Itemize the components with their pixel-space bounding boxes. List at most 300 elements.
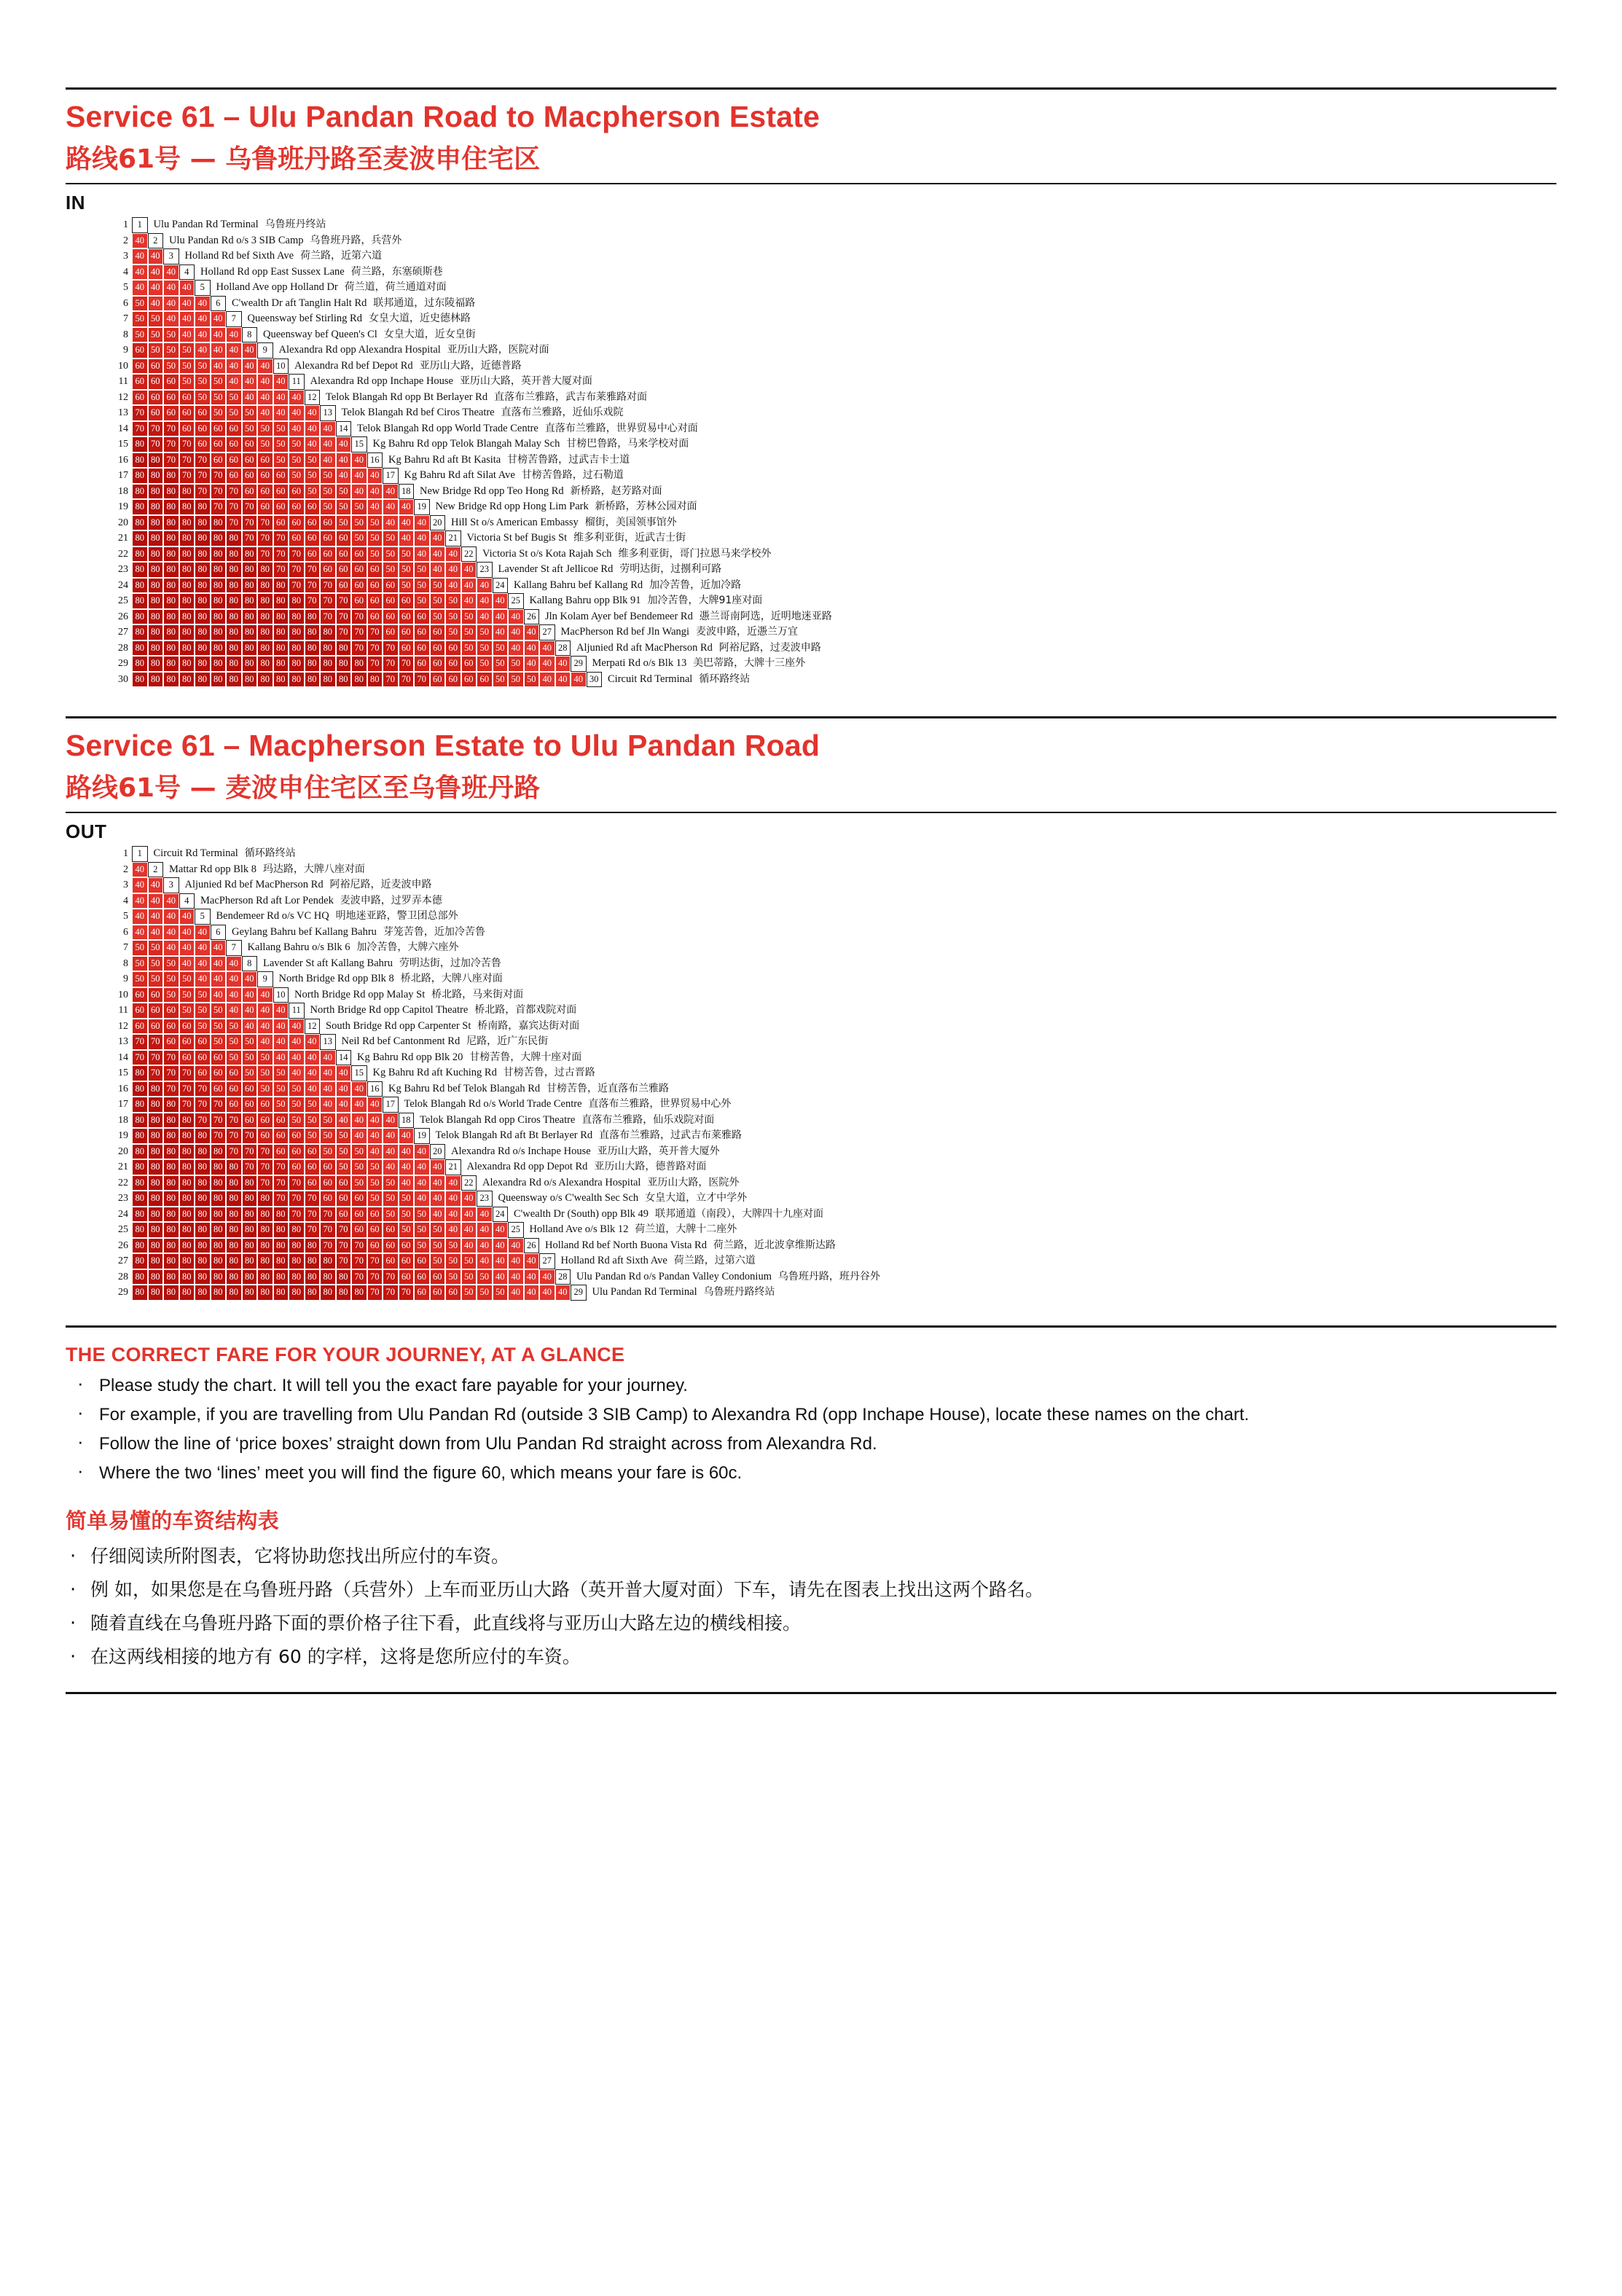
fare-cell: 60 (148, 987, 164, 1003)
fare-cell: 80 (226, 624, 242, 640)
row-number: 24 (118, 579, 128, 591)
stop-name (257, 956, 501, 972)
fare-cell: 50 (273, 1097, 289, 1113)
stop-index-box: 17 (383, 1097, 399, 1113)
fare-cell: 40 (508, 1238, 524, 1254)
fare-cell: 50 (226, 1034, 242, 1050)
fare-cell: 40 (163, 265, 179, 281)
fare-cell: 80 (211, 1253, 227, 1269)
stop-name-cn: 榴街，美国领事馆外 (578, 516, 677, 528)
fare-cell: 60 (289, 1128, 305, 1144)
fare-cell: 70 (336, 1222, 352, 1238)
fare-chart-row (109, 1003, 1556, 1019)
fare-cell: 40 (226, 358, 242, 375)
fare-cell: 40 (320, 1081, 336, 1097)
fare-cell: 40 (273, 390, 289, 406)
row-number: 1 (123, 219, 128, 230)
fare-cell: 40 (430, 1175, 446, 1191)
divider-notes (66, 1325, 1556, 1328)
fare-cell: 70 (179, 1081, 195, 1097)
fare-cell: 60 (414, 609, 430, 625)
fare-cell: 80 (148, 484, 164, 500)
fare-cell: 40 (242, 987, 258, 1003)
service-in-title-en: Service 61 – Ulu Pandan Road to Macpherson Estate (66, 100, 820, 133)
stop-index-box: 5 (195, 280, 211, 296)
row-number: 26 (118, 1239, 128, 1251)
fare-cell: 80 (336, 640, 352, 657)
fare-cell: 60 (351, 1191, 367, 1207)
fare-cell: 40 (383, 1159, 399, 1175)
fare-cell: 60 (257, 1128, 273, 1144)
fare-cell: 50 (383, 546, 399, 563)
fare-cell: 70 (336, 609, 352, 625)
fare-cell: 80 (179, 562, 195, 578)
stop-index-box: 28 (555, 1269, 571, 1285)
stop-index-box: 10 (273, 358, 289, 375)
fare-cell: 80 (163, 515, 179, 531)
fare-cell: 40 (257, 358, 273, 375)
fare-cell: 60 (367, 1222, 383, 1238)
fare-cell: 60 (430, 1269, 446, 1285)
fare-cells (132, 484, 414, 500)
fare-cell: 50 (257, 436, 273, 452)
fare-cell: 40 (336, 1081, 352, 1097)
fare-cell: 40 (132, 925, 148, 941)
fare-cell: 40 (226, 327, 242, 343)
fare-cell: 80 (163, 1222, 179, 1238)
fare-cell: 80 (320, 640, 336, 657)
fare-cell: 40 (477, 1253, 493, 1269)
fare-cell: 40 (524, 1269, 540, 1285)
fare-cells (132, 342, 273, 358)
fare-cell: 40 (555, 656, 571, 672)
stop-name-cn: 美巴蒂路，大牌十三座外 (686, 657, 806, 669)
fare-cell: 70 (273, 530, 289, 546)
service-out-title-en: Service 61 – Macpherson Estate to Ulu Pandan Road (66, 729, 820, 762)
fare-cell: 40 (445, 1191, 461, 1207)
fare-cell: 60 (399, 1253, 415, 1269)
fare-cell: 50 (305, 1113, 321, 1129)
fare-chart-inbound (109, 217, 1556, 687)
fare-cell: 40 (430, 530, 446, 546)
fare-cell: 80 (242, 609, 258, 625)
fare-cell: 40 (320, 436, 336, 452)
fare-cell: 40 (445, 546, 461, 563)
fare-cell: 80 (132, 624, 148, 640)
fare-cell: 40 (430, 1191, 446, 1207)
stop-name-en: Holland Rd aft Sixth Ave (560, 1255, 667, 1266)
fare-cell: 80 (132, 1081, 148, 1097)
fare-cell: 60 (273, 484, 289, 500)
fare-cell: 80 (273, 1222, 289, 1238)
stop-name (399, 1097, 732, 1113)
stop-name (555, 624, 798, 640)
fare-cell: 60 (242, 468, 258, 484)
stop-name-cn: 劳明达街，过捌利可路 (613, 563, 722, 575)
stop-index-box: 15 (351, 436, 367, 452)
fare-cell: 60 (351, 578, 367, 594)
fare-cell: 80 (132, 593, 148, 609)
fare-cell: 60 (163, 1019, 179, 1035)
fare-cell: 80 (148, 672, 164, 688)
fare-cell: 60 (257, 499, 273, 515)
fare-cell: 50 (477, 656, 493, 672)
fare-cell: 80 (163, 1113, 179, 1129)
fare-cell: 60 (320, 515, 336, 531)
stop-name-cn: 桥北路，首都戏院对面 (468, 1004, 577, 1016)
stop-name-en: Kallang Bahru o/s Blk 6 (247, 941, 350, 953)
fare-cell: 80 (179, 1285, 195, 1301)
fare-cells (132, 499, 430, 515)
fare-cell: 80 (179, 484, 195, 500)
fare-cell: 80 (242, 578, 258, 594)
fare-cell: 80 (242, 1191, 258, 1207)
fare-cell: 40 (179, 311, 195, 327)
fare-cell: 60 (414, 640, 430, 657)
fare-cell: 40 (257, 987, 273, 1003)
fare-cell: 80 (195, 1175, 211, 1191)
fare-cell: 50 (211, 1019, 227, 1035)
fare-cell: 60 (163, 374, 179, 390)
stop-name (257, 327, 476, 343)
fare-cell: 60 (132, 987, 148, 1003)
stop-name (320, 1019, 579, 1035)
fare-cell: 70 (226, 499, 242, 515)
fare-cell: 80 (257, 624, 273, 640)
row-number: 7 (123, 313, 128, 324)
fare-cell: 70 (383, 1269, 399, 1285)
stop-name-cn: 甘榜巴鲁路，马来学校对面 (560, 438, 689, 450)
fare-cell: 50 (383, 1207, 399, 1223)
stop-name (273, 342, 549, 358)
fare-cell: 70 (336, 1238, 352, 1254)
fare-cell: 80 (226, 1175, 242, 1191)
fare-cell: 40 (445, 1222, 461, 1238)
fare-cell: 50 (399, 1222, 415, 1238)
fare-cell: 40 (414, 1159, 430, 1175)
stop-name-en: Ulu Pandan Rd o/s Pandan Valley Condonium (576, 1270, 772, 1282)
fare-chart-row (109, 640, 1556, 657)
fare-cell: 40 (508, 609, 524, 625)
fare-cells (132, 956, 257, 972)
fare-cell: 50 (383, 562, 399, 578)
fare-cell: 80 (242, 593, 258, 609)
stop-name-en: Victoria St o/s Kota Rajah Sch (482, 547, 612, 560)
fare-cell: 80 (226, 546, 242, 563)
fare-cells (132, 1238, 539, 1254)
row-number: 21 (118, 1161, 128, 1172)
fare-cell: 80 (257, 578, 273, 594)
stop-index-box: 23 (477, 562, 493, 578)
stop-index-box: 23 (477, 1191, 493, 1207)
stop-name-cn: 直落布兰雅路，世界贸易中心外 (581, 1098, 732, 1110)
fare-cell: 80 (148, 1269, 164, 1285)
fare-cell: 50 (461, 640, 477, 657)
fare-cell: 80 (336, 1269, 352, 1285)
fare-cells (132, 468, 399, 484)
fare-chart-row (109, 1050, 1556, 1066)
fare-cell: 50 (242, 1034, 258, 1050)
fare-cells (132, 1065, 367, 1081)
fare-cell: 50 (179, 987, 195, 1003)
fare-cell: 50 (399, 562, 415, 578)
fare-chart-row (109, 390, 1556, 406)
fare-cells (132, 1191, 493, 1207)
fare-chart-row (109, 672, 1556, 688)
fare-cell: 40 (383, 1144, 399, 1160)
fare-cell: 60 (195, 1050, 211, 1066)
fare-cells (132, 846, 148, 862)
fare-cell: 80 (132, 468, 148, 484)
stop-index-box: 3 (163, 248, 179, 265)
fare-cell: 80 (305, 1269, 321, 1285)
fare-cell: 50 (148, 956, 164, 972)
fare-cell: 70 (273, 546, 289, 563)
stop-name-en: Alexandra Rd o/s Alexandra Hospital (482, 1176, 641, 1188)
fare-cell: 80 (132, 530, 148, 546)
stop-name-cn: 新桥路，芳林公园对面 (588, 501, 697, 512)
fare-cell: 70 (399, 656, 415, 672)
fare-cells (132, 358, 289, 375)
fare-cell: 70 (211, 1097, 227, 1113)
fare-chart-row (109, 217, 1556, 233)
stop-name-en: Ulu Pandan Rd Terminal (592, 1286, 697, 1298)
fare-cell: 80 (305, 1285, 321, 1301)
fare-cells (132, 265, 195, 281)
stop-name-cn: 劳明达街，过加冷苦鲁 (392, 957, 501, 969)
fare-cell: 70 (242, 515, 258, 531)
fare-cell: 70 (351, 640, 367, 657)
stop-name (508, 1207, 823, 1223)
stop-name-en: Alexandra Rd o/s Inchape House (451, 1145, 591, 1157)
fare-cell: 40 (179, 956, 195, 972)
fare-cell: 80 (148, 1253, 164, 1269)
stop-name-en: North Bridge Rd opp Capitol Theatre (310, 1004, 469, 1016)
fare-chart-row (109, 530, 1556, 546)
fare-cell: 70 (320, 593, 336, 609)
stop-name-en: Ulu Pandan Rd o/s 3 SIB Camp (169, 234, 304, 246)
row-number: 18 (118, 485, 128, 497)
fare-cell: 50 (336, 1144, 352, 1160)
stop-index-box: 2 (148, 862, 164, 878)
fare-cell: 40 (445, 1207, 461, 1223)
fare-cell: 40 (493, 624, 509, 640)
stop-name-cn: 桥北路，大牌八座对面 (393, 973, 503, 984)
stop-index-box: 2 (148, 233, 164, 249)
stop-name (477, 546, 771, 563)
fare-cell: 60 (195, 1034, 211, 1050)
fare-cell: 60 (179, 421, 195, 437)
fare-cell: 40 (289, 390, 305, 406)
stop-index-box: 14 (336, 421, 352, 437)
fare-cell: 60 (242, 436, 258, 452)
fare-cell: 70 (257, 515, 273, 531)
fare-cell: 60 (383, 1253, 399, 1269)
fare-cell: 40 (336, 1113, 352, 1129)
fare-cell: 70 (195, 1113, 211, 1129)
stop-name-en: Lavender St aft Kallang Bahru (263, 957, 393, 969)
fare-cells (132, 1097, 399, 1113)
fare-cell: 60 (383, 624, 399, 640)
fare-cell: 80 (211, 609, 227, 625)
fare-cell: 80 (163, 1191, 179, 1207)
fare-cell: 40 (571, 672, 587, 688)
fare-cell: 80 (289, 640, 305, 657)
stop-index-box: 21 (445, 530, 461, 546)
fare-cell: 80 (211, 640, 227, 657)
fare-cell: 40 (320, 452, 336, 469)
fare-cell: 50 (179, 358, 195, 375)
stop-name (430, 1128, 743, 1144)
fare-cell: 40 (195, 940, 211, 956)
fare-cell: 50 (477, 1285, 493, 1301)
fare-cells (132, 624, 555, 640)
fare-cell: 40 (242, 971, 258, 987)
fare-cell: 70 (132, 405, 148, 421)
fare-cell: 70 (399, 672, 415, 688)
fare-cell: 60 (289, 515, 305, 531)
fare-cell: 40 (555, 672, 571, 688)
fare-cell: 60 (367, 1207, 383, 1223)
fare-cell: 60 (132, 1019, 148, 1035)
fare-cell: 70 (336, 1253, 352, 1269)
fare-chart-row (109, 1222, 1556, 1238)
fare-cell: 40 (539, 656, 555, 672)
fare-cell: 50 (257, 421, 273, 437)
fare-cell: 60 (399, 1238, 415, 1254)
fare-cell: 70 (383, 1285, 399, 1301)
fare-cell: 40 (508, 1269, 524, 1285)
stop-index-box: 24 (493, 1207, 509, 1223)
fare-cell: 80 (320, 656, 336, 672)
fare-cell: 60 (305, 1159, 321, 1175)
fare-cell: 50 (493, 656, 509, 672)
stop-name-cn: 荷兰道，荷兰通道对面 (337, 281, 447, 293)
stop-index-box: 6 (211, 296, 227, 312)
stop-index-box: 1 (132, 846, 148, 862)
fare-cell: 50 (445, 1269, 461, 1285)
fare-chart-row (109, 1019, 1556, 1035)
stop-name-en: Victoria St bef Bugis St (466, 532, 568, 544)
fare-cell: 40 (493, 593, 509, 609)
fare-cell: 80 (195, 1128, 211, 1144)
fare-cell: 80 (320, 1285, 336, 1301)
stop-name (367, 1065, 595, 1081)
fare-cell: 50 (148, 311, 164, 327)
row-number: 7 (123, 942, 128, 953)
stop-index-box: 14 (336, 1050, 352, 1066)
fare-cell: 80 (148, 1097, 164, 1113)
row-number: 13 (118, 1036, 128, 1047)
fare-cell: 80 (179, 1222, 195, 1238)
fare-cell: 50 (195, 987, 211, 1003)
fare-cell: 70 (242, 530, 258, 546)
fare-cell: 40 (257, 405, 273, 421)
stop-name-cn: 明地迷亚路，警卫团总部外 (329, 910, 458, 922)
fare-chart-row (109, 358, 1556, 375)
fare-cell: 50 (242, 421, 258, 437)
fare-cell: 60 (320, 1191, 336, 1207)
fare-cell: 40 (555, 1285, 571, 1301)
fare-cell: 60 (461, 672, 477, 688)
fare-cell: 80 (211, 1159, 227, 1175)
stop-name-cn: 亚历山大路，医院对面 (440, 344, 549, 356)
fare-cell: 50 (367, 546, 383, 563)
stop-index-box: 22 (461, 546, 477, 563)
fare-cell: 40 (477, 1238, 493, 1254)
fare-cell: 60 (132, 358, 148, 375)
stop-name-cn: 乌鲁班丹终站 (258, 219, 326, 230)
fare-cell: 70 (257, 1159, 273, 1175)
divider-under-in-title (66, 183, 1556, 184)
fare-cell: 60 (336, 546, 352, 563)
row-number: 27 (118, 627, 128, 638)
fare-cell: 80 (257, 640, 273, 657)
fare-cell: 50 (399, 546, 415, 563)
stop-name-en: Telok Blangah Rd aft Bt Berlayer Rd (435, 1129, 593, 1141)
stop-name-cn: 乌鲁班丹路，兵营外 (303, 234, 402, 246)
fare-cell: 50 (179, 1003, 195, 1019)
fare-cell: 80 (132, 1191, 148, 1207)
fare-chart-row (109, 484, 1556, 500)
stop-name (226, 296, 475, 312)
fare-cell: 40 (305, 421, 321, 437)
fare-cell: 50 (179, 971, 195, 987)
fare-cell: 50 (289, 436, 305, 452)
stop-name-en: Neil Rd bef Cantonment Rd (341, 1035, 461, 1047)
fare-cell: 50 (179, 374, 195, 390)
fare-cell: 40 (430, 1159, 446, 1175)
stop-index-box: 26 (524, 609, 540, 625)
stop-name-cn: 荷兰路，东塞硕斯巷 (344, 265, 443, 278)
fare-cell: 50 (414, 578, 430, 594)
fare-cell: 70 (226, 1128, 242, 1144)
fare-cell: 50 (320, 1113, 336, 1129)
fare-cell: 60 (414, 1285, 430, 1301)
stop-name-cn: 女皇大道，立才中学外 (638, 1192, 748, 1204)
fare-cell: 40 (461, 1191, 477, 1207)
fare-chart-row (109, 1191, 1556, 1207)
fare-cells (132, 233, 163, 249)
stop-index-box: 15 (351, 1065, 367, 1081)
fare-cell: 80 (195, 624, 211, 640)
fare-chart-row (109, 987, 1556, 1003)
row-number: 19 (118, 501, 128, 512)
fare-cell: 80 (257, 1207, 273, 1223)
fare-cell: 80 (195, 1238, 211, 1254)
fare-cell: 80 (367, 672, 383, 688)
fare-cell: 40 (273, 1034, 289, 1050)
fare-cell: 70 (211, 1113, 227, 1129)
fare-cell: 80 (132, 1285, 148, 1301)
fare-cell: 80 (148, 562, 164, 578)
stop-name-en: MacPherson Rd aft Lor Pendek (200, 894, 334, 906)
row-number: 28 (118, 1271, 128, 1282)
fare-cell: 60 (211, 452, 227, 469)
fare-cell: 60 (132, 1003, 148, 1019)
row-number: 18 (118, 1114, 128, 1126)
stop-name-en: Kallang Bahru opp Blk 91 (529, 595, 641, 606)
fare-cell: 80 (148, 609, 164, 625)
fare-cell: 70 (383, 672, 399, 688)
stop-index-box: 10 (273, 987, 289, 1003)
fare-cell: 80 (195, 562, 211, 578)
fare-cells (132, 893, 195, 909)
row-number: 19 (118, 1130, 128, 1141)
row-number: 12 (118, 1020, 128, 1032)
fare-cell: 50 (242, 1050, 258, 1066)
fare-cell: 80 (163, 640, 179, 657)
